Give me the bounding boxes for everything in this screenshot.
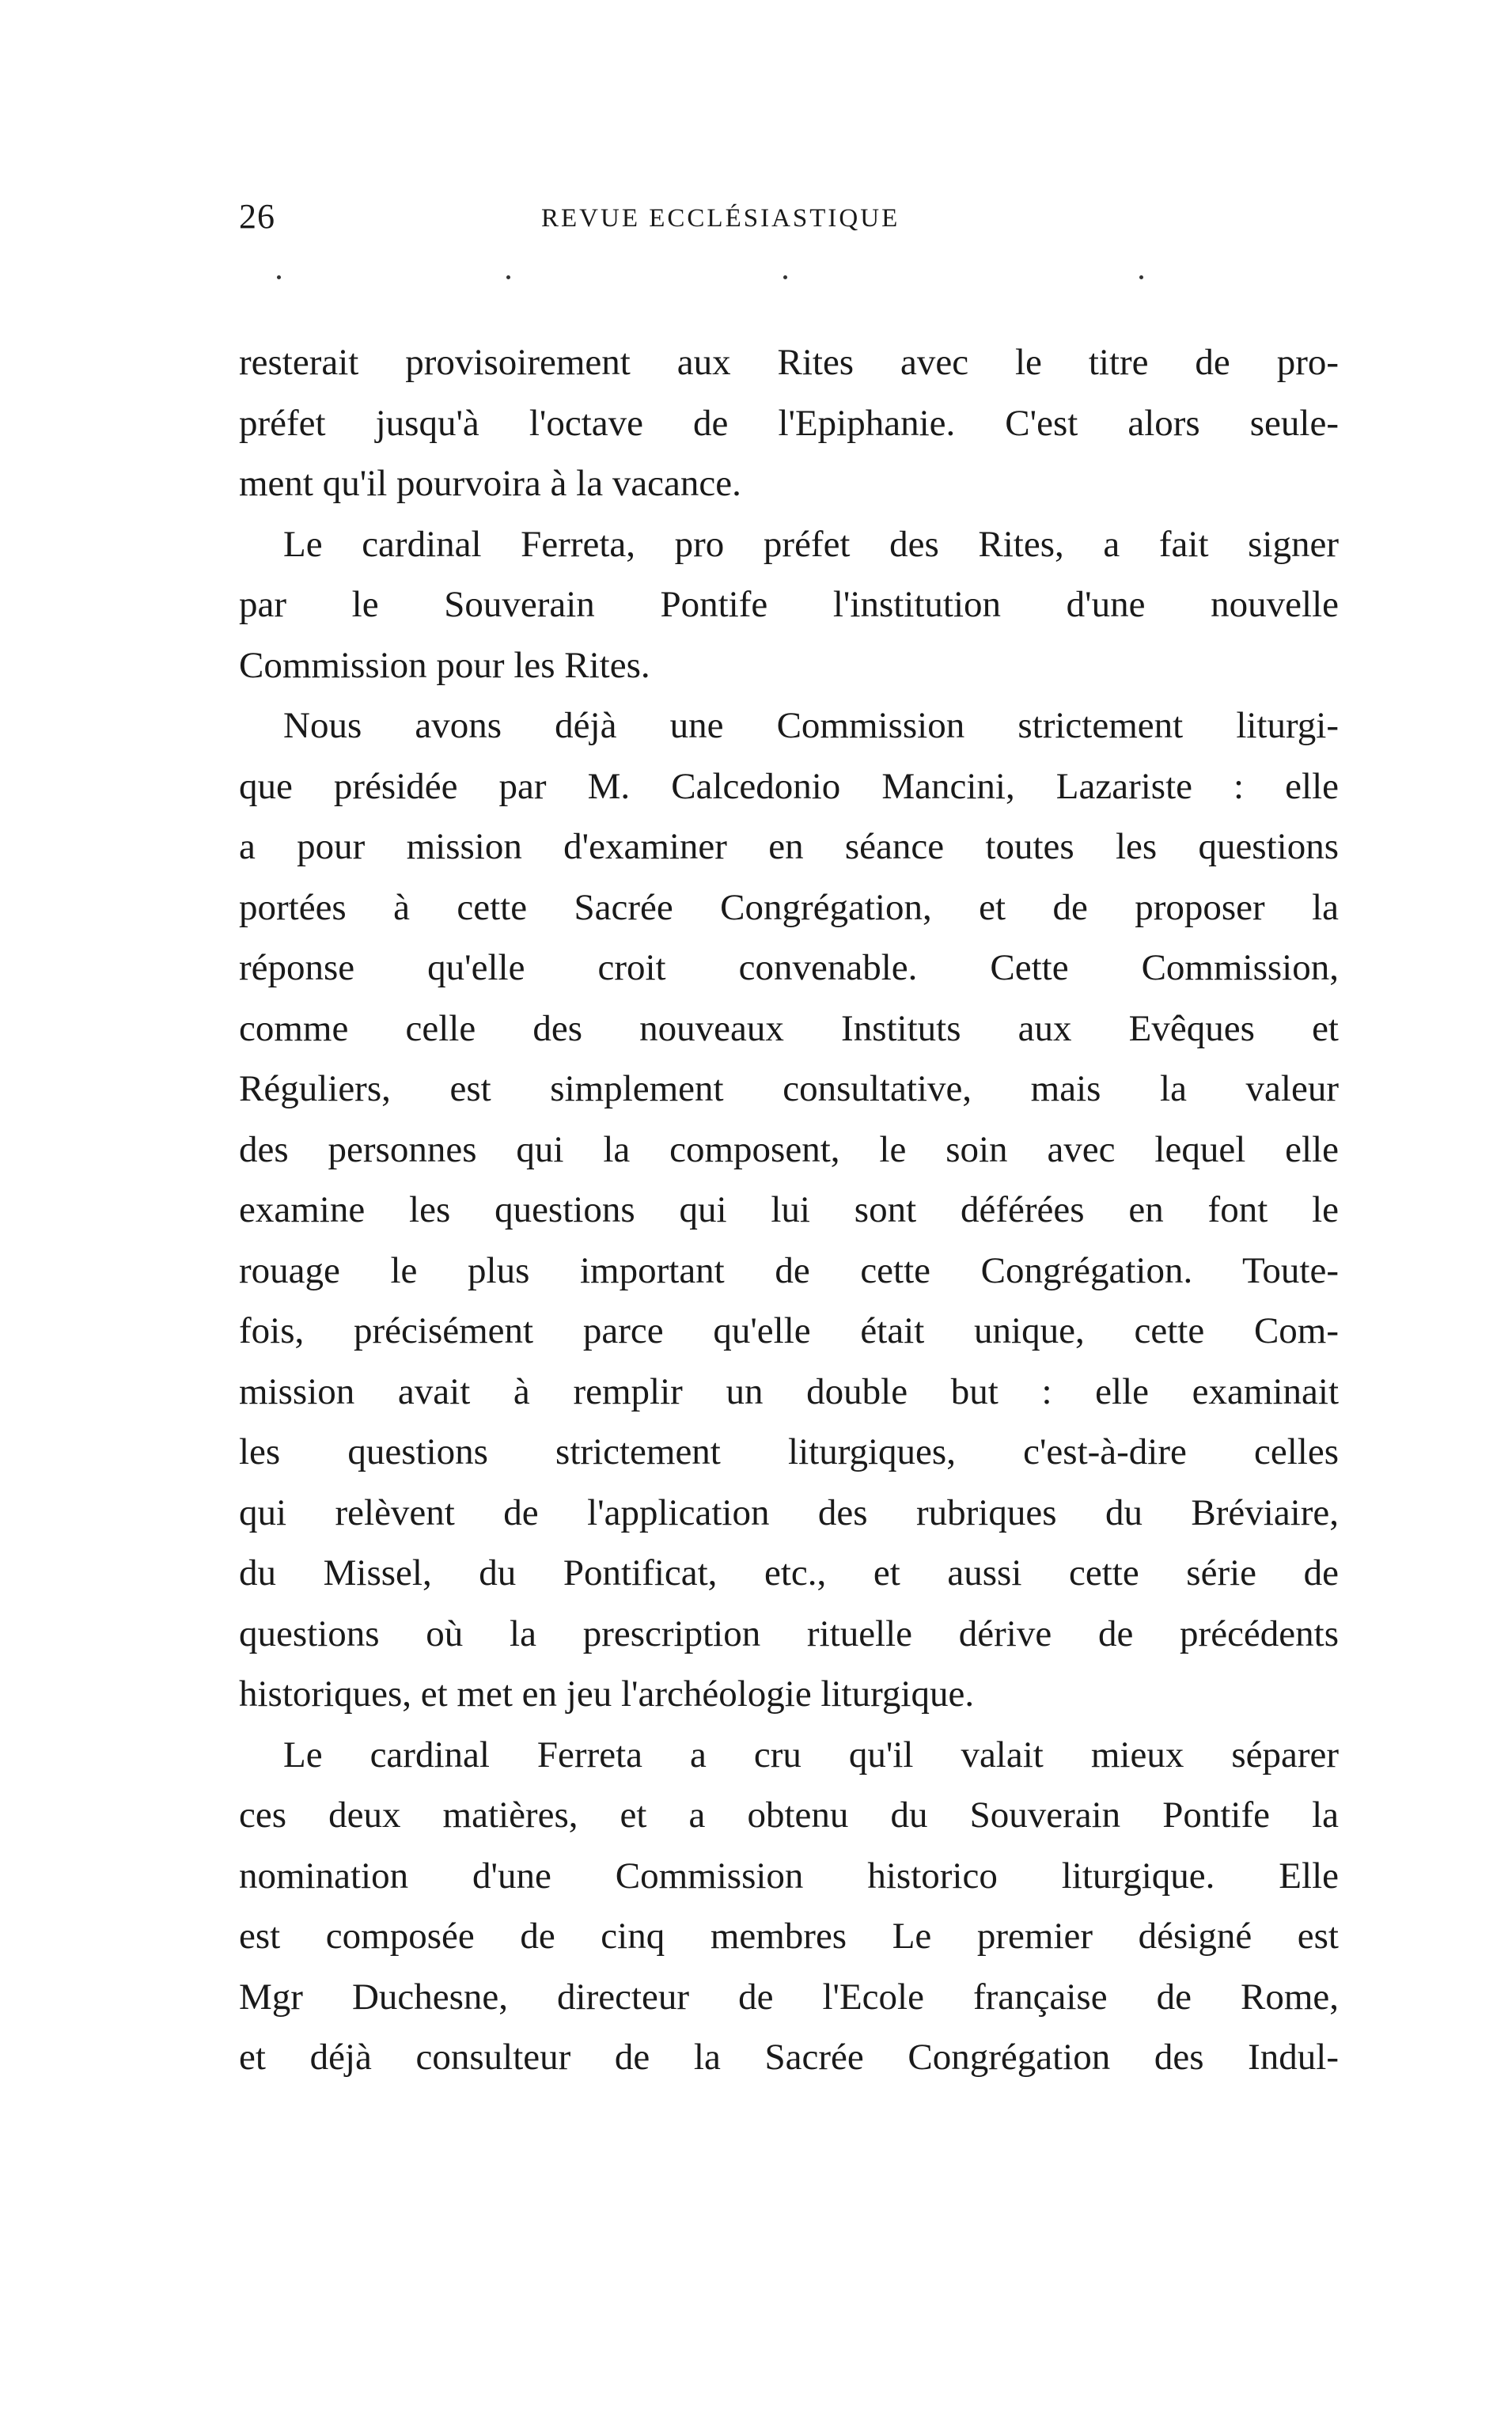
- separator-dot: [506, 275, 510, 279]
- text-line: Le cardinal Ferreta, pro préfet des Rites, a fait signer: [283, 523, 1339, 565]
- text-line: est composée de cinq membres Le premier désigné est: [239, 1916, 1339, 1957]
- text-line: Commission pour les Rites.: [239, 644, 650, 686]
- text-line: du Missel, du Pontificat, etc., et aussi cette série de: [239, 1552, 1339, 1594]
- text-line: questions où la prescription rituelle dérive de précédents: [239, 1613, 1339, 1654]
- text-line: examine les questions qui lui sont déférées en font le: [239, 1189, 1339, 1230]
- text-line: réponse qu'elle croit convenable. Cette Commission,: [239, 947, 1339, 988]
- text-line: ment qu'il pourvoira à la vacance.: [239, 463, 741, 504]
- separator-dot: [1139, 275, 1143, 279]
- text-line: resterait provisoirement aux Rites avec le titre de pro-: [239, 342, 1339, 383]
- text-line: nomination d'une Commission historico liturgique. Elle: [239, 1855, 1339, 1897]
- text-line: fois, précisément parce qu'elle était unique, cette Com-: [239, 1310, 1339, 1351]
- text-line: comme celle des nouveaux Instituts aux Evêques et: [239, 1007, 1339, 1049]
- text-line: qui relèvent de l'application des rubriques du Bréviaire,: [239, 1491, 1339, 1533]
- text-line: par le Souverain Pontife l'institution d'une nouvelle: [239, 584, 1339, 625]
- text-line: historiques, et met en jeu l'archéologie liturgique.: [239, 1673, 975, 1715]
- body-text: [239, 332, 1339, 2088]
- text-line: a pour mission d'examiner en séance toutes les questions: [239, 826, 1339, 867]
- text-line: préfet jusqu'à l'octave de l'Epiphanie. C'est alors seule-: [239, 402, 1339, 444]
- page-number: 26: [239, 197, 275, 236]
- text-line: portées à cette Sacrée Congrégation, et de proposer la: [239, 886, 1339, 928]
- text-line: Le cardinal Ferreta a cru qu'il valait mieux séparer: [283, 1734, 1339, 1775]
- text-line: Nous avons déjà une Commission strictement liturgi-: [283, 705, 1339, 746]
- separator-dot: [277, 275, 281, 279]
- text-line: des personnes qui la composent, le soin avec lequel elle: [239, 1128, 1339, 1170]
- text-line: les questions strictement liturgiques, c'est-à-dire celles: [239, 1431, 1339, 1472]
- text-line: rouage le plus important de cette Congrégation. Toute-: [239, 1249, 1339, 1291]
- separator-dot: [783, 275, 787, 279]
- text-line: Réguliers, est simplement consultative, mais la valeur: [239, 1068, 1339, 1109]
- text-line: ces deux matières, et a obtenu du Souverain Pontife la: [239, 1794, 1339, 1836]
- text-line: que présidée par M. Calcedonio Mancini, Lazariste : elle: [239, 765, 1339, 807]
- text-line: Mgr Duchesne, directeur de l'Ecole française de Rome,: [239, 1976, 1339, 2018]
- running-title: REVUE ECCLÉSIASTIQUE: [541, 204, 900, 233]
- text-line: mission avait à remplir un double but : elle examinait: [239, 1370, 1339, 1412]
- text-line: et déjà consulteur de la Sacrée Congrégation des Indul-: [239, 2037, 1339, 2078]
- separator-dots: [277, 275, 1226, 283]
